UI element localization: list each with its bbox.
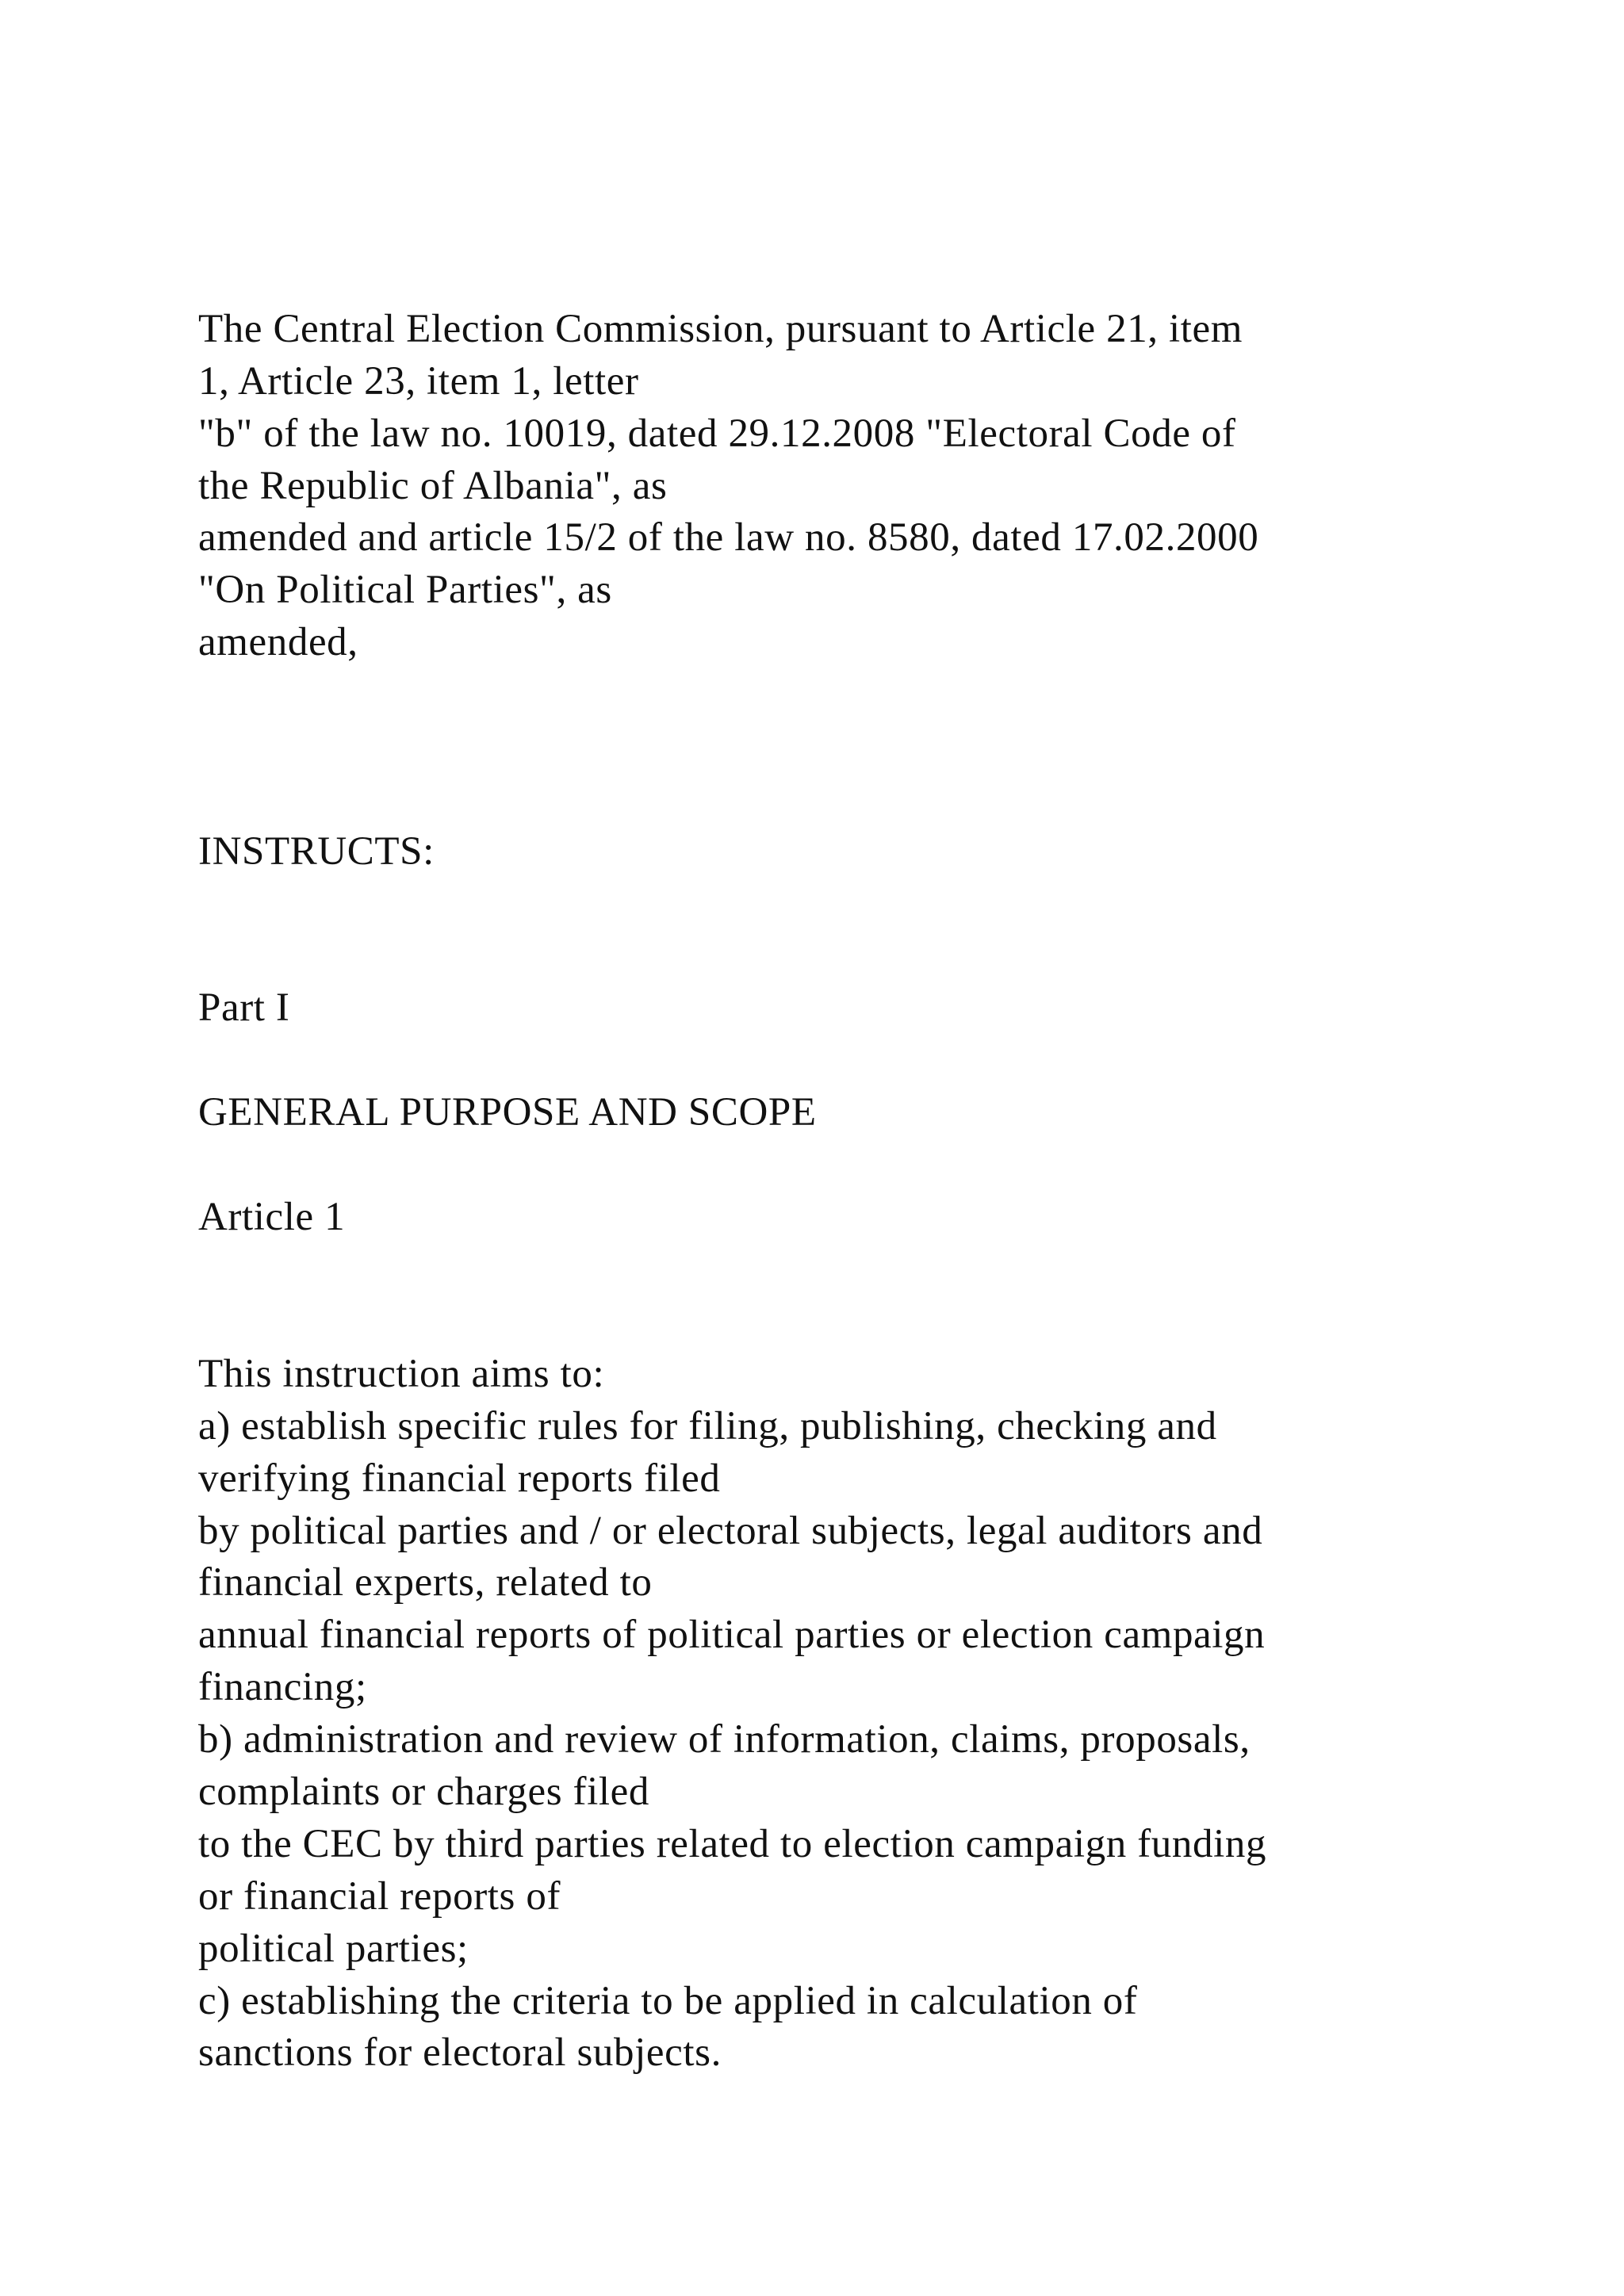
body-line: annual financial reports of political parties or election campaign [198, 1613, 1266, 1657]
part-title: GENERAL PURPOSE AND SCOPE [198, 1090, 817, 1135]
part-heading: Part I [198, 985, 290, 1030]
body-line: a) establish specific rules for filing, publishing, checking and [198, 1404, 1217, 1448]
body-line: or financial reports of [198, 1874, 561, 1919]
body-line: b) administration and review of information, claims, proposals, [198, 1717, 1251, 1762]
preamble-line: 1, Article 23, item 1, letter [198, 359, 639, 404]
body-line: sanctions for electoral subjects. [198, 2030, 722, 2075]
article-heading: Article 1 [198, 1195, 346, 1239]
body-line: This instruction aims to: [198, 1352, 605, 1396]
preamble-line: amended and article 15/2 of the law no. 8580, dated 17.02.2000 [198, 515, 1259, 560]
preamble-line: "On Political Parties", as [198, 568, 612, 612]
body-line: financing; [198, 1665, 367, 1709]
body-line: complaints or charges filed [198, 1770, 650, 1814]
body-line: c) establishing the criteria to be applied in calculation of [198, 1979, 1138, 2023]
body-line: to the CEC by third parties related to election campaign funding [198, 1822, 1267, 1866]
body-line: verifying financial reports filed [198, 1456, 721, 1501]
preamble-line: amended, [198, 620, 358, 664]
body-line: political parties; [198, 1927, 469, 1971]
preamble-line: "b" of the law no. 10019, dated 29.12.2008 "Electoral Code of [198, 411, 1236, 456]
preamble-line: The Central Election Commission, pursuant to Article 21, item [198, 307, 1243, 351]
body-line: by political parties and / or electoral subjects, legal auditors and [198, 1509, 1263, 1553]
body-line: financial experts, related to [198, 1560, 653, 1605]
preamble-line: the Republic of Albania", as [198, 464, 668, 508]
instructs-heading: INSTRUCTS: [198, 829, 435, 874]
